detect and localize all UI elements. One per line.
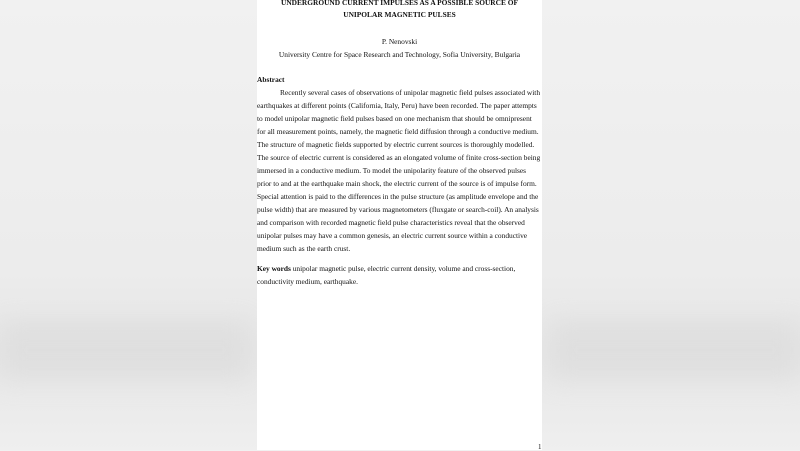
abstract-line: for all measurement points, namely, the magnetic field diffusion through a conductive medium. xyxy=(257,127,539,136)
abstract-line: Recently several cases of observations of unipolar magnetic field pulses associated with xyxy=(280,88,541,97)
blurred-background xyxy=(550,320,800,380)
title-line-2: UNIPOLAR MAGNETIC PULSES xyxy=(343,10,456,19)
abstract-line: unipolar pulses may have a common genesis, an electric current source within a conductive xyxy=(257,231,528,240)
abstract-heading: Abstract xyxy=(257,75,285,84)
affiliation: University Centre for Space Research and Technology, Sofia University, Bulgaria xyxy=(278,50,521,59)
abstract-line: earthquakes at different points (California, Italy, Peru) have been recorded. The paper attempts xyxy=(257,101,537,110)
abstract-line: immersed in a conductive medium. To model the unipolarity feature of the observed pulses xyxy=(257,166,527,175)
abstract-line: prior to and at the earthquake main shock, the electric current of the source is of impulse form. xyxy=(257,179,537,188)
abstract-line: and comparison with recorded magnetic field pulse characteristics reveal that the observed xyxy=(257,218,525,227)
blurred-background xyxy=(0,320,250,380)
keywords-text: unipolar magnetic pulse, electric current density, volume and cross-section, xyxy=(290,264,516,273)
author: P. Nenovski xyxy=(381,37,418,46)
abstract-line: to model unipolar magnetic field pulses based on one mechanism that should be omnipresent xyxy=(257,114,532,123)
abstract-line: Special attention is paid to the differences in the pulse structure (as amplitude envelope and the xyxy=(257,192,539,201)
keywords-line-1 xyxy=(257,264,542,274)
keywords-label: Key words xyxy=(257,264,291,273)
abstract-line: pulse width) that are measured by various magnetometers (fluxgate or search-coil). An analysis xyxy=(257,205,539,214)
document-page xyxy=(257,0,542,450)
abstract-line: The structure of magnetic fields supported by electric current sources is thoroughly modelled. xyxy=(257,140,535,149)
abstract-line: The source of electric current is considered as an elongated volume of finite cross-section being xyxy=(257,153,541,162)
title-line-1: UNDERGROUND CURRENT IMPULSES AS A POSSIBLE SOURCE OF xyxy=(280,0,519,7)
page-number: 1 xyxy=(538,443,542,451)
keywords-line-2: conductivity medium, earthquake. xyxy=(257,277,358,286)
abstract-line: medium such as the earth crust. xyxy=(257,244,351,253)
